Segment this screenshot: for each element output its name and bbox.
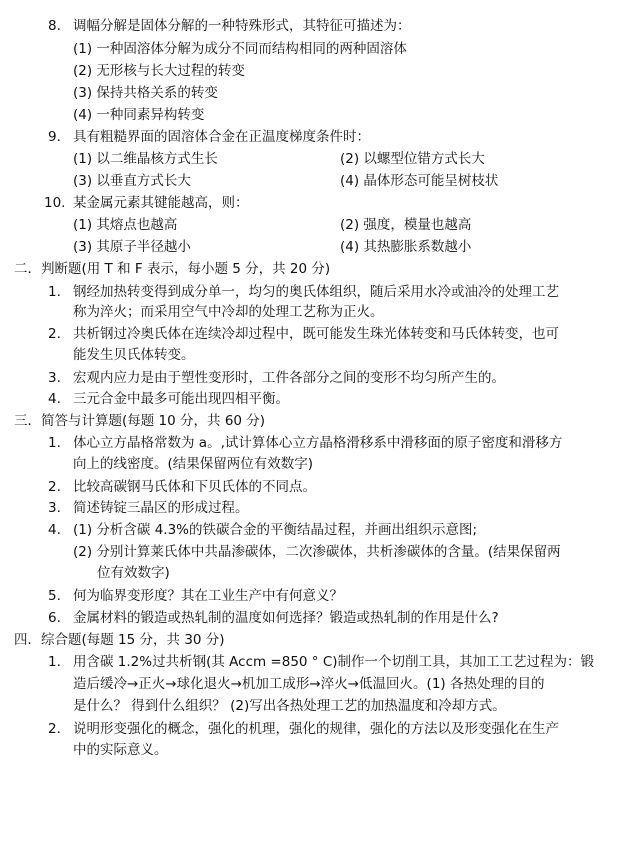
question-text: 三元合金中最多可能出现四相平衡。 bbox=[73, 391, 289, 407]
option: (1) 以二维晶核方式生长 bbox=[73, 151, 218, 167]
question-text: 宏观内应力是由于塑性变形时，工件各部分之间的变形不均匀所产生的。 bbox=[73, 370, 505, 386]
question-number: 3. bbox=[48, 370, 61, 386]
question-number: 10. bbox=[44, 195, 66, 211]
section-heading: 三．简答与计算题(每题 10 分，共 60 分) bbox=[14, 413, 266, 429]
question-text: 共析钢过冷奥氏体在连续冷却过程中，既可能发生珠光体转变和马氏体转变，也可 bbox=[73, 326, 559, 342]
question-stem: 具有粗糙界面的固溶体合金在正温度梯度条件时： bbox=[73, 129, 370, 145]
option: (4) 晶体形态可能呈树枝状 bbox=[340, 173, 499, 189]
question-text: 造后缓冷→正火→球化退火→机加工成形→淬火→低温回火。(1) 各热处理的目的 bbox=[73, 676, 545, 692]
section-heading: 四．综合题(每题 15 分，共 30 分) bbox=[14, 632, 225, 648]
question-number: 8. bbox=[48, 18, 61, 34]
question-text: 称为淬火；而采用空气中冷却的处理工艺称为正火。 bbox=[73, 304, 384, 320]
question-text: 用含碳 1.2%过共析钢(其 Accm =850 ° C)制作一个切削工具，其加工工艺过程为：锻 bbox=[73, 654, 595, 670]
question-text: 说明形变强化的概念，强化的机理，强化的规律，强化的方法以及形变强化在生产 bbox=[73, 721, 559, 737]
question-number: 1. bbox=[48, 435, 61, 451]
option: (2) 强度，模量也越高 bbox=[340, 217, 472, 233]
option: (2) 无形核与长大过程的转变 bbox=[73, 63, 245, 79]
option: (2) 以螺型位错方式长大 bbox=[340, 151, 485, 167]
question-number: 4. bbox=[48, 391, 61, 407]
question-stem: 某金属元素其键能越高，则： bbox=[73, 195, 249, 211]
question-text: 钢经加热转变得到成分单一，均匀的奥氏体组织，随后采用水冷或油冷的处理工艺 bbox=[73, 284, 559, 300]
question-number: 3. bbox=[48, 500, 61, 516]
option: (3) 其原子半径越小 bbox=[73, 239, 191, 255]
question-number: 2. bbox=[48, 326, 61, 342]
question-text: 体心立方晶格常数为 a。,试计算体心立方晶格滑移系中滑移面的原子密度和滑移方 bbox=[73, 435, 563, 451]
question-number: 1. bbox=[48, 284, 61, 300]
question-number: 4. bbox=[48, 522, 61, 538]
question-number: 1. bbox=[48, 654, 61, 670]
option: (3) 保持共格关系的转变 bbox=[73, 85, 218, 101]
question-number: 9. bbox=[48, 129, 61, 145]
question-text: 是什么？ 得到什么组织？ (2)写出各热处理工艺的加热温度和冷却方式。 bbox=[73, 698, 506, 714]
section-heading: 二．判断题(用 T 和 F 表示，每小题 5 分，共 20 分) bbox=[14, 261, 331, 277]
question-number: 6. bbox=[48, 610, 61, 626]
question-text: 中的实际意义。 bbox=[73, 742, 168, 758]
question-number: 5. bbox=[48, 588, 61, 604]
option: (3) 以垂直方式长大 bbox=[73, 173, 191, 189]
option: (4) 一种同素异构转变 bbox=[73, 107, 205, 123]
option: (1) 其熔点也越高 bbox=[73, 217, 178, 233]
question-text: 能发生贝氏体转变。 bbox=[73, 347, 195, 363]
question-text: 简述铸锭三晶区的形成过程。 bbox=[73, 500, 249, 516]
question-text: 金属材料的锻造或热轧制的温度如何选择？锻造或热轧制的作用是什么? bbox=[73, 610, 499, 626]
question-text: 比较高碳钢马氏体和下贝氏体的不同点。 bbox=[73, 479, 316, 495]
question-text: (2) 分别计算莱氏体中共晶渗碳体，二次渗碳体，共析渗碳体的含量。(结果保留两 bbox=[73, 544, 561, 560]
question-text: (1) 分析含碳 4.3%的铁碳合金的平衡结晶过程，并画出组织示意图; bbox=[73, 522, 478, 538]
question-text: 位有效数字) bbox=[97, 565, 170, 581]
question-text: 何为临界变形度？其在工业生产中有何意义？ bbox=[73, 588, 343, 604]
question-number: 2. bbox=[48, 721, 61, 737]
question-text: 向上的线密度。(结果保留两位有效数字) bbox=[73, 456, 314, 472]
question-stem: 调幅分解是固体分解的一种特殊形式，其特征可描述为： bbox=[73, 18, 411, 34]
option: (4) 其热膨胀系数越小 bbox=[340, 239, 472, 255]
question-number: 2. bbox=[48, 479, 61, 495]
option: (1) 一种固溶体分解为成分不同而结构相同的两种固溶体 bbox=[73, 41, 407, 57]
